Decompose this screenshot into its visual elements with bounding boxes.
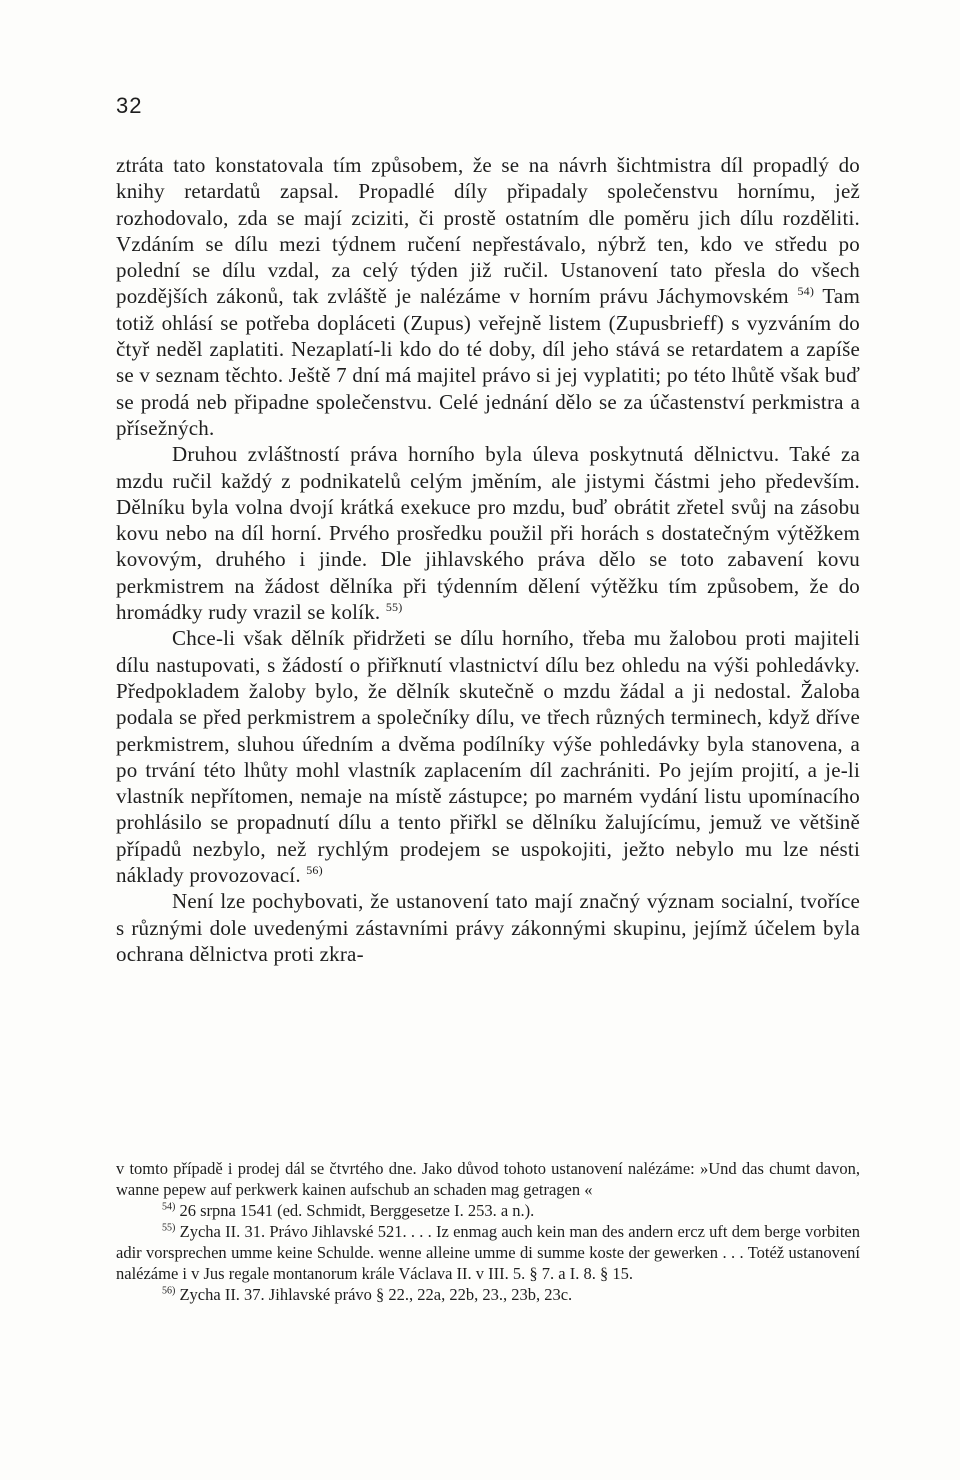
footnote-number	[162, 1285, 175, 1304]
footnotes	[116, 1158, 860, 1305]
footnote-number-56: 56)	[162, 1285, 176, 1297]
footnote-text: Zycha II. 37. Jihlavské právo § 22., 22a, 22b, 23., 23b, 23c.	[179, 1285, 573, 1304]
footnote-number	[162, 1222, 175, 1241]
paragraph-text: Tam totiž ohlásí se potřeba dopláceti (Zupus) veřejně listem (Zupusbrieff) s vyzváním do čtyř neděl zaplatiti. Nezaplatí-li kdo do té doby, díl jeho stává se retardatem a zapíše se v seznam těchto. Ještě 7 dní má majitel právo si jej vyplatiti; po této lhůtě však buď se prodá neb připadne společenstvu. Celé jednání dělo se za účastenství perkmistra a přísežných.	[116, 284, 860, 440]
footnote-number-54: 54)	[162, 1201, 176, 1213]
main-text	[116, 152, 860, 967]
paragraph	[116, 441, 860, 625]
paragraph-text: Druhou zvláštností práva horního byla úleva poskytnutá dělnictvu. Také za mzdu ručil každý z podnikatelů celým jměním, ale jistymi částmi jeho především. Dělníku byla volna dvojí krátká exekuce pro mzdu, buď obrátit zřetel svůj na zásobu kovu nebo na díl horní. Prvého prosředku použil při horách s dostatečným výtěžkem kovovým, druhého i jinde. Dle jihlavského práva dělo se toto zabavení kovu perkmistrem na žádost dělníka při týdenním dělení výtěžku tím způsobem, že do hromádky rudy vrazil se kolík.	[116, 442, 860, 625]
paragraph-text: ztráta tato konstatovala tím způsobem, že se na návrh šichtmistra díl propadlý do knihy retardatů zapsal. Propadlé díly připadaly společenstvu hornímu, jež rozhodovalo, zda se mají zciziti, či prostě ostatním dle poměru jich dílu rozděliti. Vzdáním se dílu mezi týdnem ručení nepřestávalo, nýbrž ten, kdo ve středu po polední se dílu vzdal, za celý týden již ručil. Ustanovení tato přesla do všech pozdějších zákonů, tak zvláště je nalézáme v horním právu Jáchymovském	[116, 153, 860, 309]
footnote-number-55: 55)	[162, 1222, 176, 1234]
paragraph	[116, 152, 860, 441]
footnote-56	[116, 1284, 860, 1305]
footnote-ref-55: 55)	[385, 600, 403, 615]
paragraph	[116, 625, 860, 888]
footnote-54	[116, 1200, 860, 1221]
page-number: 32	[116, 93, 143, 118]
footnote-ref-54: 54)	[797, 284, 815, 299]
footnote-continuation: v tomto případě i prodej dál se čtvrtého dne. Jako důvod tohoto ustanovení nalézáme: »Und das chumt davon, wanne pepew auf perkwerk kainen aufschub an schaden mag getragen «	[116, 1159, 860, 1199]
footnote-text: Zycha II. 31. Právo Jihlavské 521. . . . Iz enmag auch kein man des andern ercz uft dem berge vorbiten adir vorsprechen umme keine Schulde. wenne alleine umme di summe koste der gewerken . . . Totéž ustanovení nalézáme i v Jus regale montanorum krále Václava II. v III. 5. § 7. a I. 8. § 15.	[116, 1222, 860, 1283]
paragraph-text: Chce-li však dělník přidržeti se dílu horního, třeba mu žalobou proti majiteli dílu nastupovati, s žádostí o přiřknutí vlastnictví dílu bez ohledu na výši pohledávky. Předpokladem žaloby bylo, že dělník skutečně o mzdu žádal a ji nedostal. Žaloba podala se před perkmistrem a společníky dílu, ve třech různých terminech, když dříve perkmistrem, sluhou úředním a dvěma podílníky výše pohledávky byla stanovena, a po trvání této lhůty mohl vlastník zaplacením díl zachrániti. Po jejím projití, a je-li vlastník nepřítomen, nemaje na místě zástupce; po marném vydání listu upomínacího prohlásilo se propadnutí dílu a tento přiřkl se dělníku žalujícímu, jemuž ve většině případů nezbylo, než rychlým prodejem se uspokojiti, ježto nebylo mu lze nésti náklady provozovací.	[116, 626, 860, 888]
paragraph	[116, 888, 860, 967]
footnote-55	[116, 1221, 860, 1284]
footnote-number	[162, 1201, 175, 1220]
footnote-text: 26 srpna 1541 (ed. Schmidt, Berggesetze I. 253. a n.).	[179, 1201, 535, 1220]
footnote-ref-56: 56)	[306, 863, 323, 878]
paragraph-text: Není lze pochybovati, že ustanovení tato mají značný význam socialní, tvoříce s různými dole uvedenými zástavními právy zákonnými skupinu, jejímž účelem byla ochrana dělnictva proti zkra-	[116, 889, 860, 966]
